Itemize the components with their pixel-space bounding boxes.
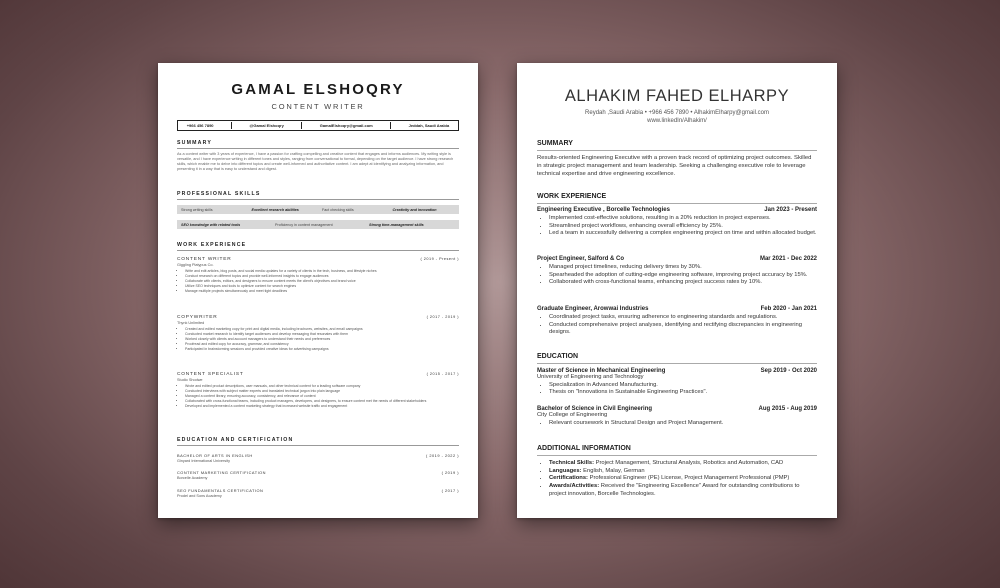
degree: SEO FUNDAMENTALS CERTIFICATION — [177, 488, 264, 493]
school: University of Engineering and Technology — [537, 374, 644, 380]
additional-label: Certifications: — [549, 475, 588, 482]
job-bullet: • Implemented cost-effective solutions, resulting in a 20% reduction in project expenses. — [549, 215, 817, 223]
job-bullet: • Spearheaded the adoption of cutting-edge engineering software, improving project accuracy by 15%. — [549, 272, 817, 280]
job-date: Mar 2021 - Dec 2022 — [759, 256, 817, 262]
left-contact-bar — [177, 120, 459, 131]
right-name: ALHAKIM FAHED ELHARPY — [564, 87, 790, 105]
left-summary-heading: SUMMARY — [177, 140, 459, 149]
divider — [390, 122, 391, 129]
job-date: ( 2015 - 2017 ) — [426, 372, 459, 376]
school: Borcelle Academy — [177, 476, 208, 480]
school: Ginyard International University — [177, 459, 230, 463]
right-summary-heading: SUMMARY — [537, 140, 817, 151]
edu-date: ( 2019 - 2022 ) — [425, 453, 459, 458]
right-summary-text: Results-oriented Engineering Executive with a proven track record of optimizing project outcomes. Skilled in strategic project management and team leadership. Seeking a challenging executive role to leverage technical expertise and drive engineering excellence. — [537, 155, 812, 178]
resume-left-page — [158, 63, 478, 518]
left-skills-grid — [177, 205, 459, 235]
left-email: GamalElshoqry@gmail.com — [319, 123, 373, 128]
edu-date: Sep 2019 - Oct 2020 — [760, 368, 817, 374]
job-bullet: • Collaborated with cross-functional teams, enhancing project success rates by 10%. — [549, 279, 817, 287]
job-bullet: • Streamlined project workflows, enhancing overall efficiency by 25%. — [549, 223, 817, 231]
job-bullet: • Created and edited marketing copy for print and digital media, including brochures, websites, and email campaigns — [185, 327, 459, 332]
job-bullet: • Conducted interviews with subject matter experts and translated technical jargon into plain language — [185, 389, 459, 394]
additional-item — [549, 460, 817, 468]
degree: Bachelor of Science in Civil Engineering — [537, 406, 653, 412]
skill-item: Proficiency in content management — [275, 222, 333, 227]
right-experience-heading: WORK EXPERIENCE — [537, 193, 817, 204]
left-summary-text: As a content writer with 3 years of experience, I have a passion for crafting compelling and creative content that engages and informs audiences. My writing style is versatile, and I have experience writing in different tones and styles, ranging from conversational to formal, depending on the target audience. I have strong research skills, which enable me to delve into different topics and create well-informed and authoritative content. I am adept at identifying and analyzing information, and presenting it in a way that is easy to understand and digest. — [177, 152, 454, 172]
left-skills-heading: PROFESSIONAL SKILLS — [177, 191, 459, 200]
job-date: ( 2019 - Present ) — [420, 257, 459, 261]
skill-item: SEO knowledge with related tools — [181, 222, 241, 227]
left-location: Jeddah, Saudi Arabia — [408, 123, 450, 128]
job-title: Engineering Executive , Borcelle Technologies — [537, 207, 670, 213]
skills-row — [177, 220, 459, 229]
left-phone: +966 456 7890 — [186, 123, 214, 128]
left-social: @Gamal Elshoqry — [249, 123, 284, 128]
education-entry — [537, 406, 817, 427]
education-entry — [177, 453, 459, 463]
edu-bullet: • Relevant coursework in Structural Design and Project Management. — [549, 420, 817, 428]
skill-item: Fact checking skills — [322, 207, 354, 212]
job-title: Project Engineer, Salford & Co — [537, 256, 625, 262]
degree: CONTENT MARKETING CERTIFICATION — [177, 470, 266, 475]
job-company: Giggling Platypus Co. — [177, 263, 214, 267]
additional-label: Awards/Activities: — [549, 483, 600, 490]
skill-item: Strong time-management skills — [369, 222, 424, 227]
additional-label: Languages: — [549, 467, 582, 474]
job-entry — [537, 306, 817, 337]
job-company: Thynk Unlimited — [177, 321, 205, 325]
job-bullet: • Utilize SEO techniques and tools to optimize content for search engines — [185, 284, 459, 289]
job-bullet: • Collaborate with clients, editors, and designers to ensure content meets the client's objectives and brand voice — [185, 279, 459, 284]
job-bullet: • Write and edit articles, blog posts, and social media updates for a variety of clients in the tech, business, and lifestyle niches — [185, 269, 459, 274]
job-bullet: • Participated in brainstorming sessions and provided creative ideas for advertising campaigns — [185, 347, 459, 352]
additional-value: Project Management, Structural Analysis, Robotics and Automation, CAD — [594, 460, 784, 466]
job-entry — [177, 372, 459, 409]
job-bullet: • Worked closely with clients and account managers to understand their needs and preferences — [185, 337, 459, 342]
right-education-heading: EDUCATION — [537, 353, 817, 364]
job-bullet: • Managed a content library, ensuring accuracy, consistency, and relevance of content — [185, 394, 459, 399]
job-bullet: • Led a team in successfully delivering a complex engineering project on time and within allocated budget. — [549, 230, 817, 238]
additional-value: English, Malay, German — [581, 467, 645, 474]
edu-date: ( 2017 ) — [441, 488, 459, 493]
edu-date: Aug 2015 - Aug 2019 — [758, 406, 817, 412]
job-bullet: • Conducted market research to identify target audiences and develop messaging that resonates with them — [185, 332, 459, 337]
education-entry — [177, 488, 459, 498]
job-entry — [537, 207, 817, 238]
edu-date: ( 2019 ) — [441, 470, 459, 475]
school: City College of Engineering — [537, 412, 608, 418]
edu-bullet: • Specialization in Advanced Manufacturing. — [549, 382, 817, 390]
divider — [231, 122, 232, 129]
divider — [301, 122, 302, 129]
education-entry — [177, 470, 459, 480]
job-bullet: • Conduct research on different topics and provide well-informed insights to engage audiences — [185, 274, 459, 279]
skill-item: Creativity and innovation — [392, 207, 437, 212]
left-name: GAMAL ELSHOQRY — [231, 81, 405, 98]
additional-item — [549, 475, 817, 483]
job-date: Jan 2023 - Present — [764, 207, 817, 213]
education-entry — [537, 368, 817, 397]
job-entry — [177, 257, 459, 294]
right-linkedin: www.linkedIn/Alhakim/ — [647, 118, 707, 124]
job-date: Feb 2020 - Jan 2021 — [760, 306, 817, 312]
skill-item: Excellent research abilities — [251, 207, 299, 212]
job-bullet: • Conducted comprehensive project analyses, identifying and rectifying discrepancies in engineering designs. — [549, 322, 817, 337]
job-title: CONTENT SPECIALIST — [177, 372, 244, 377]
job-bullet: • Collaborated with cross-functional teams, including product managers, developers, and designers, to ensure content met the needs of different stakeholders — [185, 399, 459, 404]
job-date: ( 2017 - 2019 ) — [426, 315, 459, 319]
right-contact — [517, 109, 837, 125]
additional-item — [549, 468, 817, 476]
left-education-heading: EDUCATION AND CERTIFICATION — [177, 437, 459, 446]
right-contact-line: Reydah ,Saudi Arabia • +966 456 7890 • AlhakimElharpy@gmail.com — [585, 110, 769, 116]
job-entry — [177, 315, 459, 352]
job-bullet: • Coordinated project tasks, ensuring adherence to engineering standards and regulations. — [549, 314, 817, 322]
skill-item: Strong writing skills — [181, 207, 213, 212]
job-bullet: • Managed project timelines, reducing delivery times by 30%. — [549, 264, 817, 272]
job-title: COPYWRITER — [177, 315, 218, 320]
additional-label: Technical Skills: — [549, 460, 594, 466]
job-bullet: • Developed and implemented a content marketing strategy that increased website traffic and engagement — [185, 404, 459, 409]
job-entry — [537, 256, 817, 287]
additional-info — [537, 460, 817, 499]
right-additional-heading: ADDITIONAL INFORMATION — [537, 445, 817, 456]
edu-bullet: • Thesis on "Innovations in Sustainable Engineering Practices". — [549, 389, 817, 397]
school: Prodel and Sons Academy — [177, 494, 222, 498]
degree: Master of Science in Mechanical Engineering — [537, 368, 666, 374]
job-bullet: • Wrote and edited product descriptions, user manuals, and other technical content for a leading software company — [185, 384, 459, 389]
left-experience-heading: WORK EXPERIENCE — [177, 242, 459, 251]
job-title: CONTENT WRITER — [177, 257, 232, 262]
job-bullet: • Proofread and edited copy for accuracy, grammar, and consistency — [185, 342, 459, 347]
additional-value: Received the "Engineering Excellence" Award for outstanding contributions to project innovation, Borcelle Technologies. — [549, 483, 800, 497]
job-bullet: • Manage multiple projects simultaneously and meet tight deadlines — [185, 289, 459, 294]
additional-item — [549, 483, 817, 498]
skills-row — [177, 205, 459, 214]
left-role: CONTENT WRITER — [271, 102, 365, 111]
additional-value: Professional Engineer (PE) License, Project Management Professional (PMP) — [587, 475, 790, 482]
resume-right-page — [517, 63, 837, 518]
degree: BACHELOR OF ARTS IN ENGLISH — [177, 453, 253, 458]
job-company: Studio Shodwe — [177, 378, 203, 382]
job-title: Graduate Engineer, Arowwai Industries — [537, 306, 649, 312]
